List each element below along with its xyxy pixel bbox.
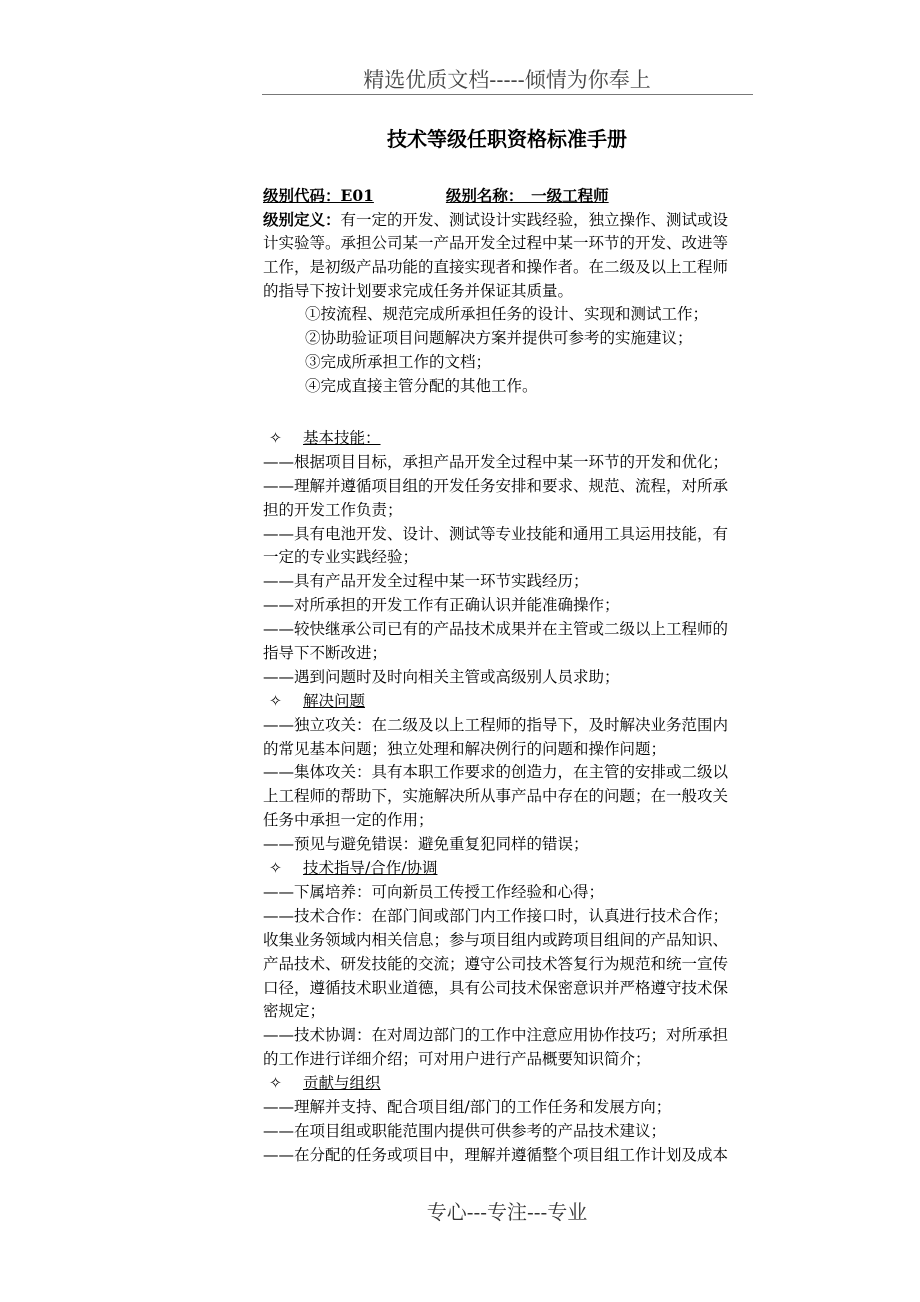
- section: [263, 690, 753, 857]
- section-line: ——技术协调：在对周边部门的工作中注意应用协作技巧；对所承担: [263, 1026, 729, 1045]
- definition-line: 工作，是初级产品功能的直接实现者和操作者。在二级及以上工程师: [263, 257, 729, 276]
- diamond-bullet-icon: ✧: [269, 859, 282, 878]
- section-line: ——独立攻关：在二级及以上工程师的指导下，及时解决业务范围内: [263, 715, 729, 734]
- section-line: 产品技术、研发技能的交流；遵守公司技术答复行为规范和统一宣传: [263, 954, 729, 973]
- section-line: 收集业务领域内相关信息；参与项目组内或跨项目组间的产品知识、: [263, 930, 729, 949]
- section-line: ——技术合作：在部门间或部门内工作接口时，认真进行技术合作；: [263, 906, 729, 925]
- section-line: 任务中承担一定的作用；: [263, 811, 434, 830]
- section-line: 密规定；: [263, 1002, 326, 1021]
- section-line: ——在分配的任务或项目中，理解并遵循整个项目组工作计划及成本: [263, 1145, 729, 1164]
- section-heading-row: [263, 1072, 753, 1096]
- section-line: ——根据项目目标，承担产品开发全过程中某一环节的开发和优化；: [263, 452, 729, 471]
- section-line: ——预见与避免错误：避免重复犯同样的错误；: [263, 835, 589, 854]
- section-heading: 贡献与组织: [303, 1074, 381, 1093]
- definition-label: 级别定义：: [263, 209, 341, 229]
- duties-list: [263, 303, 753, 399]
- section-line: ——理解并支持、配合项目组/部门的工作任务和发展方向；: [263, 1097, 672, 1116]
- sections: [263, 427, 753, 1168]
- section-line: ——对所承担的开发工作有正确认识并能准确操作；: [263, 596, 620, 615]
- section-line: ——遇到问题时及时向相关主管或高级别人员求助；: [263, 667, 620, 686]
- page-footer: 专心---专注---专业: [426, 1200, 588, 1224]
- diamond-bullet-icon: ✧: [269, 1074, 282, 1093]
- section-line: 一定的专业实践经验；: [263, 548, 419, 567]
- section-heading: 解决问题: [303, 691, 366, 710]
- duty-item: ②协助验证项目问题解决方案并提供可参考的实施建议；: [305, 329, 693, 348]
- section-heading-row: [263, 690, 753, 714]
- level-info-line: [263, 184, 753, 208]
- section-line: ——具有电池开发、设计、测试等专业技能和通用工具运用技能，有: [263, 524, 729, 543]
- section-heading: 基本技能：: [303, 429, 381, 448]
- duty-item: ④完成直接主管分配的其他工作。: [305, 377, 538, 396]
- diamond-bullet-icon: ✧: [269, 429, 282, 448]
- level-name: 级别名称： 一级工程师: [445, 186, 609, 205]
- section-line: ——在项目组或职能范围内提供可供参考的产品技术建议；: [263, 1121, 667, 1140]
- section-line: 的常见基本问题；独立处理和解决例行的问题和操作问题；: [263, 739, 667, 758]
- section-line: 口径，遵循技术职业道德，具有公司技术保密意识并严格遵守技术保: [263, 978, 729, 997]
- section: [263, 1072, 753, 1168]
- section: [263, 427, 753, 690]
- definition-line: 有一定的开发、测试设计实践经验，独立操作、测试或设: [340, 210, 729, 229]
- definition: [263, 208, 753, 304]
- section-line: ——下属培养：可向新员工传授工作经验和心得；: [263, 882, 605, 901]
- section-heading-row: [263, 427, 753, 451]
- section-line: 指导下不断改进；: [263, 644, 388, 663]
- duty-item: ①按流程、规范完成所承担任务的设计、实现和测试工作；: [305, 305, 709, 324]
- section-line: 担的开发工作负责；: [263, 500, 403, 519]
- section-heading: 技术指导/合作/协调: [303, 859, 438, 878]
- document-body: [263, 184, 753, 1168]
- section-line: 上工程师的帮助下，实施解决所从事产品中存在的问题；在一般攻关: [263, 787, 729, 806]
- document-title: 技术等级任职资格标准手册: [387, 127, 627, 151]
- definition-line: 计实验等。承担公司某一产品开发全过程中某一环节的开发、改进等: [263, 233, 729, 252]
- page-header: 精选优质文档-----倾情为你奉上: [363, 68, 651, 92]
- diamond-bullet-icon: ✧: [269, 691, 282, 710]
- section-line: ——集体攻关：具有本职工作要求的创造力，在主管的安排或二级以: [263, 763, 729, 782]
- definition-line: 的指导下按计划要求完成任务并保证其质量。: [263, 281, 574, 300]
- section-line: 的工作进行详细介绍；可对用户进行产品概要知识简介；: [263, 1050, 651, 1069]
- section-heading-row: [263, 857, 753, 881]
- section-line: ——较快继承公司已有的产品技术成果并在主管或二级以上工程师的: [263, 620, 729, 639]
- section-line: ——理解并遵循项目组的开发任务安排和要求、规范、流程，对所承: [263, 476, 729, 495]
- section: [263, 857, 753, 1072]
- level-code: 级别代码：E01: [263, 186, 374, 205]
- duty-item: ③完成所承担工作的文档；: [305, 353, 492, 372]
- section-line: ——具有产品开发全过程中某一环节实践经历；: [263, 572, 589, 591]
- header-divider: [262, 94, 753, 95]
